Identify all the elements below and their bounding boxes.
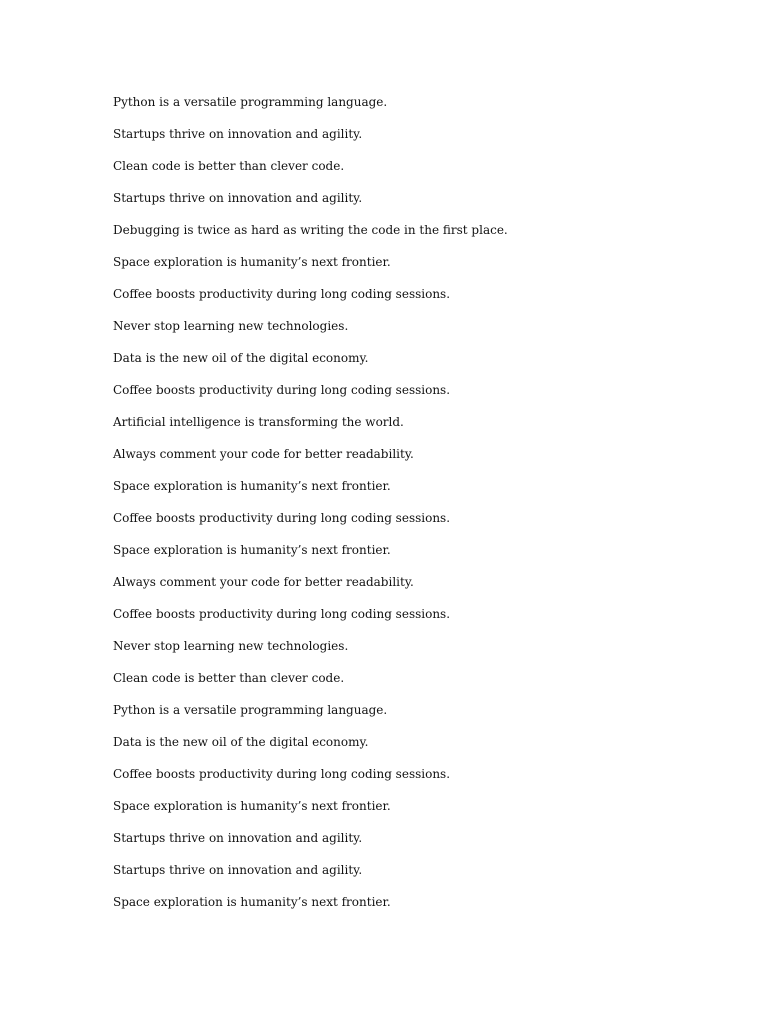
text-line: Never stop learning new technologies. (113, 639, 349, 653)
text-line: Coffee boosts productivity during long coding sessions. (113, 287, 451, 301)
text-line: Coffee boosts productivity during long coding sessions. (113, 511, 451, 525)
text-line: Coffee boosts productivity during long coding sessions. (113, 767, 451, 781)
text-line: Artificial intelligence is transforming the world. (113, 415, 404, 429)
text-line: Startups thrive on innovation and agility. (113, 831, 363, 845)
text-line: Startups thrive on innovation and agility. (113, 191, 363, 205)
text-line: Startups thrive on innovation and agility. (113, 863, 363, 877)
text-line: Debugging is twice as hard as writing the code in the first place. (113, 223, 508, 237)
text-line: Always comment your code for better readability. (113, 575, 414, 589)
text-line: Coffee boosts productivity during long coding sessions. (113, 607, 451, 621)
text-line: Clean code is better than clever code. (113, 159, 345, 173)
text-line: Startups thrive on innovation and agility. (113, 127, 363, 141)
text-line: Coffee boosts productivity during long coding sessions. (113, 383, 451, 397)
text-line: Always comment your code for better readability. (113, 447, 414, 461)
text-line: Space exploration is humanity’s next frontier. (113, 255, 391, 269)
text-line: Never stop learning new technologies. (113, 319, 349, 333)
text-line: Space exploration is humanity’s next frontier. (113, 799, 391, 813)
document-body (113, 94, 713, 926)
text-line: Python is a versatile programming language. (113, 703, 388, 717)
text-line: Python is a versatile programming language. (113, 95, 388, 109)
text-line: Data is the new oil of the digital economy. (113, 735, 369, 749)
text-line: Clean code is better than clever code. (113, 671, 345, 685)
text-line: Space exploration is humanity’s next frontier. (113, 543, 391, 557)
text-line: Data is the new oil of the digital economy. (113, 351, 369, 365)
text-line: Space exploration is humanity’s next frontier. (113, 895, 391, 909)
text-line: Space exploration is humanity’s next frontier. (113, 479, 391, 493)
